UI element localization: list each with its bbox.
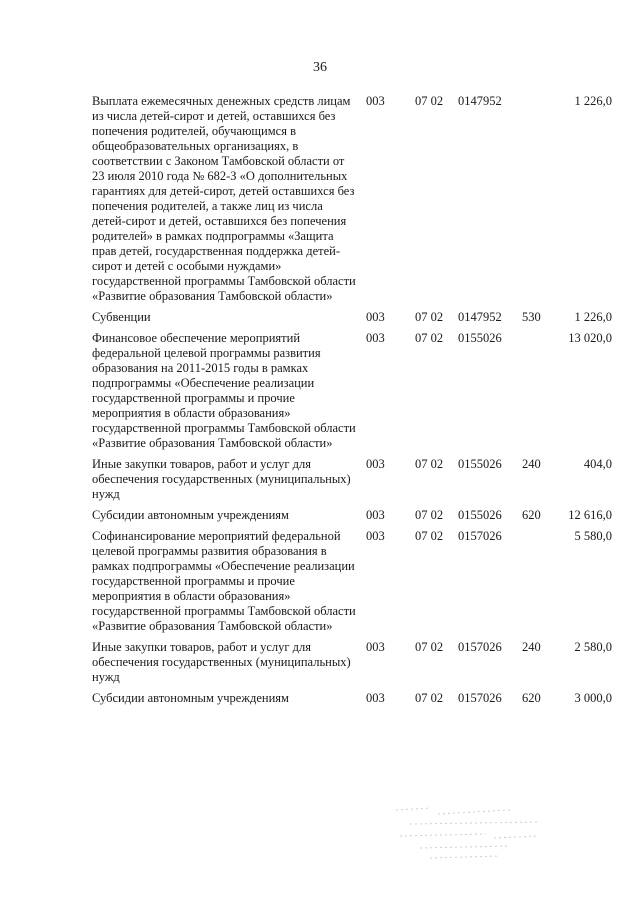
row-name: Субсидии автономным учреждениям [92,508,289,522]
row-expense-kind [522,331,558,457]
row-sum: 3 000,0 [574,691,612,705]
row-sum: 12 616,0 [568,508,612,522]
row-name: Иные закупки товаров, работ и услуг для обеспечения государственных (муниципальных) нужд [92,640,351,684]
row-sum: 13 020,0 [568,331,612,345]
row-section-code: 07 02 [414,508,444,522]
row-sum: 5 580,0 [574,529,612,543]
page-number: 36 [313,60,327,75]
row-section-code: 07 02 [414,691,444,705]
row-section-code: 07 02 [414,457,444,471]
row-expense-kind: 240 [522,640,541,654]
row-name: Субвенции [92,310,151,324]
row-target-code: 0147952 [458,94,502,108]
row-target-code: 0157026 [458,691,502,705]
row-expense-kind [522,529,558,640]
row-expense-kind: 620 [522,691,541,705]
row-sum: 404,0 [583,457,612,471]
table-row [92,529,612,640]
row-target-code: 0155026 [458,331,502,345]
row-target-code: 0157026 [458,529,502,543]
row-name: Софинансирование мероприятий федеральной целевой программы развития образования в рамках подпрограммы «Обеспечение реализации государственной программы и прочие мероприятия в области образования» государственной программы Тамбовской области «Развитие образования Тамбовской области» [92,529,356,633]
row-admin-code: 003 [366,331,385,345]
row-admin-code: 003 [366,310,385,324]
faded-stamp-mark [390,800,550,864]
table-row [92,508,612,529]
row-target-code: 0155026 [458,457,502,471]
row-name: Выплата ежемесячных денежных средств лицам из числа детей-сирот и детей, оставшихся без попечения родителей, обучающимся в общеобразовательных организациях, в соответствии с Законом Тамбовской области от 23 июля 2010 года № 682-З «О дополнительных гарантиях для детей-сирот, детей оставшихся без попечения родителей, а также лиц из числа детей-сирот и детей, оставшихся без попечения родителей» в рамках подпрограммы «Защита прав детей, государственная поддержка детей-сирот и детей с особыми нуждами» государственной программы Тамбовской области «Развитие образования Тамбовской области» [92,94,356,303]
row-target-code: 0147952 [458,310,502,324]
table-row [92,640,612,691]
row-admin-code: 003 [366,457,385,471]
table-row [92,331,612,457]
row-section-code: 07 02 [414,529,444,543]
row-name: Финансовое обеспечение мероприятий федеральной целевой программы развития образования на 2011-2015 годы в рамках подпрограммы «Обеспечение реализации государственной программы и прочие мероприятия в области образования» государственной программы Тамбовской области «Развитие образования Тамбовской области» [92,331,356,450]
row-expense-kind: 240 [522,457,541,471]
row-section-code: 07 02 [414,310,444,324]
row-name: Иные закупки товаров, работ и услуг для обеспечения государственных (муниципальных) нужд [92,457,351,501]
row-expense-kind: 530 [522,310,541,324]
row-expense-kind [522,94,558,310]
row-section-code: 07 02 [414,331,444,345]
row-name: Субсидии автономным учреждениям [92,691,289,705]
row-sum: 2 580,0 [574,640,612,654]
table-row [92,691,612,712]
row-target-code: 0157026 [458,640,502,654]
row-expense-kind: 620 [522,508,541,522]
row-target-code: 0155026 [458,508,502,522]
row-section-code: 07 02 [414,640,444,654]
row-admin-code: 003 [366,94,385,108]
table-row [92,457,612,508]
budget-table [92,94,612,712]
row-section-code: 07 02 [414,94,444,108]
row-admin-code: 003 [366,508,385,522]
row-sum: 1 226,0 [574,310,612,324]
row-admin-code: 003 [366,529,385,543]
row-admin-code: 003 [366,640,385,654]
row-sum: 1 226,0 [574,94,612,108]
table-row [92,310,612,331]
row-admin-code: 003 [366,691,385,705]
table-row [92,94,612,310]
